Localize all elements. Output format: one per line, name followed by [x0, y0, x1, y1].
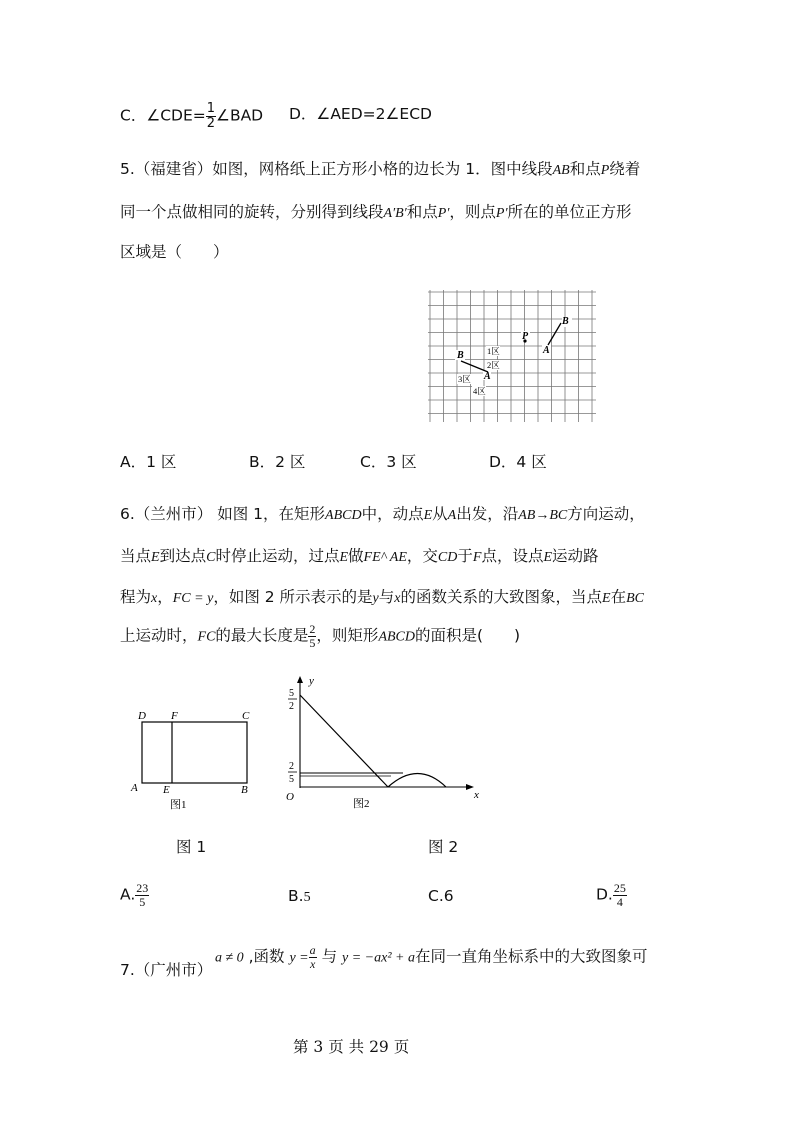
figure-1-inner-caption: 图1	[170, 799, 187, 811]
tick-low-denominator: 5	[289, 774, 294, 785]
q6-line-1: 6.（兰州市） 如图 1，在矩形ABCD中，动点E从A出发，沿AB→BC方向运动，	[120, 505, 645, 523]
figure-2-caption: 图 2	[428, 838, 459, 856]
label-a: A	[484, 371, 491, 382]
q6-option-d: D. $\frac{25}{4}$	[596, 881, 626, 909]
tick-top-numerator: 5	[289, 688, 294, 699]
q6-option-b: B.5	[288, 887, 311, 905]
fraction-25-4: $\frac{25}{4}$	[613, 881, 626, 909]
q5-option-a: A．1 区	[120, 453, 177, 471]
page-footer: 第 3 页 共 29 页	[293, 1038, 410, 1056]
q5-option-d: D．4 区	[489, 453, 547, 471]
label-b-prime: B	[562, 316, 569, 327]
origin-label: O	[286, 791, 294, 803]
fraction-a-over-x: $\frac{a}{x}$	[309, 943, 316, 971]
tick-low-numerator: 2	[289, 761, 294, 772]
y-axis-label: y	[309, 675, 314, 687]
label-a: A	[131, 782, 138, 794]
q6-line-4: 上运动时，FC的最大长度是 $\frac{2}{5}$ ，则矩形ABCD的面积是( )	[120, 622, 521, 650]
label-b: B	[241, 784, 248, 796]
fraction-23-5: $\frac{23}{5}$	[136, 881, 149, 909]
q5-line-3: 区域是（ ）	[120, 243, 229, 261]
label-f: F	[171, 710, 178, 722]
q4-option-c: C．∠CDE= $\frac{1}{2}$ ∠BAD	[120, 101, 264, 131]
q4-option-d: D．∠AED=2∠ECD	[289, 105, 432, 123]
q7-prefix: 7.（广州市）	[120, 961, 213, 979]
label-b: B	[457, 350, 464, 361]
grid-lines	[428, 290, 596, 422]
fraction-two-fifths: $\frac{2}{5}$	[309, 622, 316, 650]
figure-1-caption: 图 1	[176, 838, 207, 856]
label-c: C	[242, 710, 250, 722]
q6-line-2: 当点E到达点C时停止运动，过点E做FE^ AE，交CD于F点，设点E运动路	[120, 547, 599, 565]
q5-option-b: B．2 区	[249, 453, 306, 471]
figure-2-inner-caption: 图2	[353, 798, 370, 810]
label-e: E	[163, 784, 170, 796]
fraction-one-half: $\frac{1}{2}$	[206, 101, 216, 131]
q5-grid-figure	[428, 290, 598, 424]
region-2: 2区	[487, 360, 500, 370]
segment-a-prime-b-prime	[548, 323, 561, 345]
region-3: 3区	[458, 374, 471, 384]
q5-option-c: C．3 区	[360, 453, 417, 471]
q6-option-a: A. $\frac{23}{5}$	[120, 881, 149, 909]
tick-top-denominator: 2	[289, 701, 294, 712]
label-a-prime: A	[543, 345, 550, 356]
q6-line-3: 程为x，FC = y，如图 2 所示表示的是y与x的函数关系的大致图象，当点E在BC	[120, 588, 644, 606]
q6-option-c: C.6	[428, 887, 454, 905]
q5-line-2: 同一个点做相同的旋转，分别得到线段A′B′和点P′，则点P′所在的单位正方形	[120, 203, 632, 221]
region-1: 1区	[487, 346, 500, 356]
q7-text: a ≠ 0 ,函数 y = $\frac{a}{x}$ 与 y = −ax² + a在同一直角坐标系中的大致图象可	[215, 943, 648, 971]
graph-arc	[388, 774, 446, 788]
label-d: D	[138, 710, 146, 722]
q5-line-1: 5.（福建省）如图，网格纸上正方形小格的边长为 1．图中线段AB和点P绕着	[120, 160, 641, 178]
q6-figure-2	[283, 672, 488, 812]
q6-figure-1	[128, 705, 258, 815]
x-axis-label: x	[474, 789, 479, 801]
region-4: 4区	[473, 386, 486, 396]
label-p: P	[522, 331, 529, 342]
